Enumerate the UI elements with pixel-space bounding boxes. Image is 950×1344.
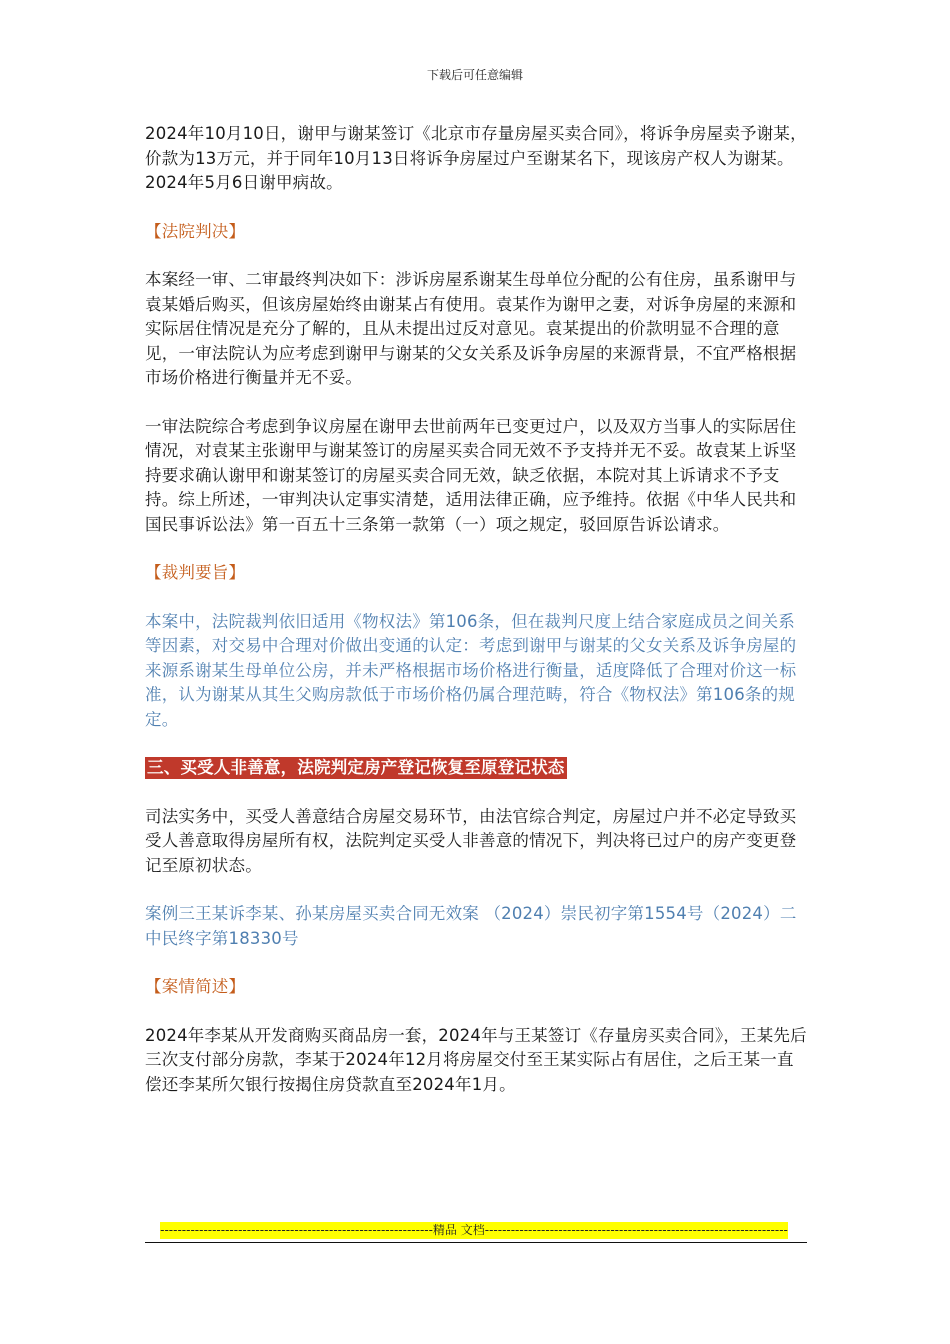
section-label-court-judgment: 【法院判决】 — [145, 221, 246, 241]
section-label-gist: 【裁判要旨】 — [145, 563, 246, 582]
section-heading-3: 三、买受人非善意，法院判定房产登记恢复至原登记状态 — [147, 758, 565, 777]
footer-rule — [145, 1242, 807, 1243]
document-body — [145, 122, 810, 1097]
footer-banner: ---------------------------------------------------------------精品 文档---------------------------------------------------------------------- — [160, 1223, 788, 1237]
case-three-title: 案例三王某诉李某、孙某房屋买卖合同无效案 （2024）崇民初字第1554号（2024）二中民终字第18330号 — [145, 904, 797, 948]
paragraph-practice: 司法实务中，买受人善意结合房屋交易环节，由法官综合判定，房屋过户并不必定导致买受人善意取得房屋所有权，法院判定买受人非善意的情况下，判决将已过户的房产变更登记至原初状态。 — [145, 806, 797, 875]
paragraph-judgment: 本案经一审、二审最终判决如下：涉诉房屋系谢某生母单位分配的公有住房，虽系谢甲与袁某婚后购买，但该房屋始终由谢某占有使用。袁某作为谢甲之妻，对诉争房屋的来源和实际居住情况是充分了解的，且从未提出过反对意见。袁某提出的价款明显不合理的意见，一审法院认为应考虑到谢甲与谢某的父女关系及诉争房屋的来源背景，不宜严格根据市场价格进行衡量并无不妥。 — [145, 270, 797, 387]
paragraph-gist: 本案中，法院裁判依旧适用《物权法》第106条，但在裁判尺度上结合家庭成员之间关系等因素，对交易中合理对价做出变通的认定：考虑到谢甲与谢某的父女关系及诉争房屋的来源系谢某生母单位公房，并未严格根据市场价格进行衡量，适度降低了合理对价这一标准，认为谢某从其生父购房款低于市场价格仍属合理范畴，符合《物权法》第106条的规定。 — [145, 611, 797, 729]
paragraph-facts: 2024年10月10日，谢甲与谢某签订《北京市存量房屋买卖合同》，将诉争房屋卖予谢某，价款为13万元，并于同年10月13日将诉争房屋过户至谢某名下，现该房产权人为谢某。2024年5月6日谢甲病故。 — [145, 124, 807, 192]
paragraph-first-instance: 一审法院综合考虑到争议房屋在谢甲去世前两年已变更过户，以及双方当事人的实际居住情况，对袁某主张谢甲与谢某签订的房屋买卖合同无效不予支持并无不妥。故袁某上诉坚持要求确认谢甲和谢某签订的房屋买卖合同无效，缺乏依据，本院对其上诉请求不予支持。综上所述，一审判决认定事实清楚，适用法律正确，应予维持。依据《中华人民共和国民事诉讼法》第一百五十三条第一款第（一）项之规定，驳回原告诉讼请求。 — [145, 416, 797, 534]
page-header: 下载后可任意编辑 — [426, 68, 523, 82]
section-label-brief: 【案情简述】 — [145, 977, 246, 996]
paragraph-brief: 2024年李某从开发商购买商品房一套，2024年与王某签订《存量房买卖合同》，王某先后三次支付部分房款，李某于2024年12月将房屋交付至王某实际占有居住，之后王某一直偿还李某所欠银行按揭住房贷款直至2024年1月。 — [145, 1025, 807, 1094]
